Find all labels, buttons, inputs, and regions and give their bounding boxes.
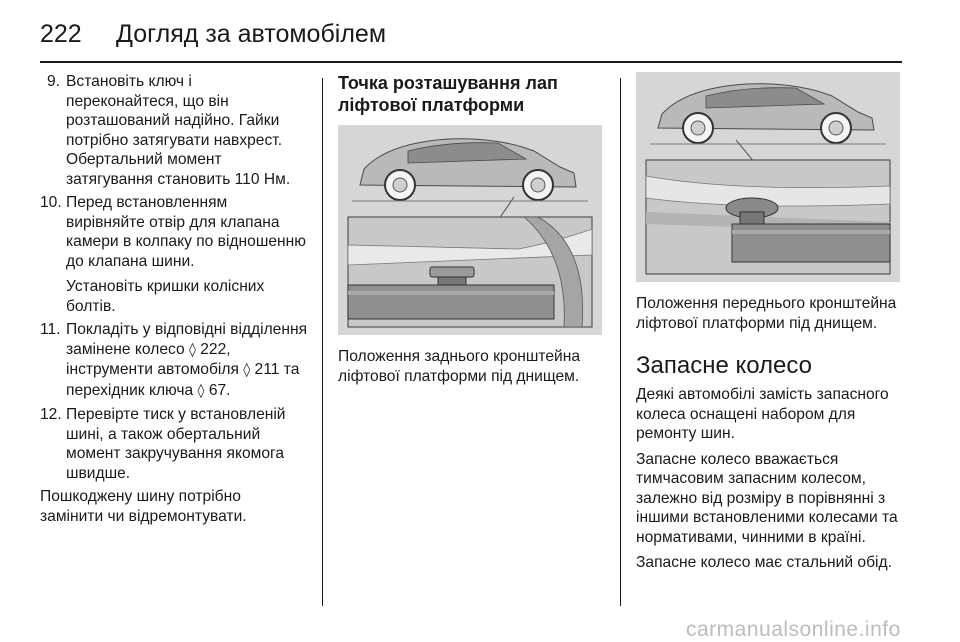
list-item — [40, 320, 308, 401]
list-number: 12. — [40, 406, 62, 423]
figure-caption: Положення заднього кронштейна ліфтової платформи під днищем. — [338, 348, 581, 385]
list-text-secondary: Установіть кришки колісних болтів. — [66, 278, 265, 315]
rear-lift-point-illustration — [338, 125, 602, 335]
list-number: 9. — [46, 73, 60, 90]
list-text-part: Покладіть у відповідні відділення замінене колесо — [66, 321, 308, 358]
page-number: 222 — [40, 20, 82, 48]
page-reference-link[interactable]: 67 — [208, 381, 227, 399]
column-right — [636, 72, 906, 579]
list-item — [40, 72, 308, 189]
list-item — [40, 405, 308, 483]
column-middle — [338, 72, 606, 386]
list-text: Встановіть ключ і переконайтеся, що він розташований надійно. Гайки потрібно затягувати навхрест. Обертальний момент затягування становить 110 Нм. — [66, 73, 291, 188]
list-text: Перед встановленням вирівняйте отвір для клапана камери в колпаку по відношенню до клапана шини. — [66, 194, 306, 270]
list-text-part: та перехідник ключа — [66, 361, 300, 399]
page-header — [40, 14, 910, 62]
front-lift-diagram — [636, 72, 900, 282]
body-paragraph: Запасне колесо вважається тимчасовим запасним колесом, залежно від розміру в порівнянні з іншими встановленими колесами та нормативами, чинними в країні. — [636, 450, 898, 546]
header-divider — [40, 61, 902, 63]
figure-caption: Положення переднього кронштейна ліфтової платформи під днищем. — [636, 295, 897, 332]
list-number: 11. — [40, 321, 61, 338]
body-paragraph: Деякі автомобілі замість запасного колеса оснащені набором для ремонту шин. — [636, 386, 889, 442]
list-text-part: , інструменти автомобіля — [66, 340, 244, 378]
list-text: Перевірте тиск у встановленій шині, а також обертальний момент закручування якомога швидше. — [66, 406, 286, 482]
list-item — [40, 193, 308, 316]
body-paragraph: Запасне колесо має стальний обід. — [636, 554, 892, 571]
column-divider-1 — [322, 78, 323, 606]
watermark: carmanualsonline.info — [686, 618, 901, 641]
page-title: Догляд за автомобілем — [116, 20, 387, 48]
ref-arrow-icon: ◊ — [188, 341, 196, 358]
page-reference-link[interactable]: 211 — [254, 361, 280, 378]
section-subheading: Точка розташування лап ліфтової платформи — [338, 73, 558, 115]
ref-arrow-icon: ◊ — [243, 362, 251, 378]
column-divider-2 — [620, 78, 621, 606]
column-left — [40, 72, 308, 532]
closing-paragraph: Пошкоджену шину потрібно замінити чи відремонтувати. — [40, 488, 247, 525]
list-number: 10. — [40, 194, 62, 211]
section-heading: Запасне колесо — [636, 352, 813, 379]
ref-arrow-icon: ◊ — [197, 382, 205, 399]
rear-lift-diagram — [338, 125, 602, 335]
list-text — [66, 320, 308, 401]
page-reference-link[interactable]: 222 — [200, 340, 227, 358]
front-lift-point-illustration — [636, 72, 900, 282]
list-text-part: . — [226, 381, 231, 399]
